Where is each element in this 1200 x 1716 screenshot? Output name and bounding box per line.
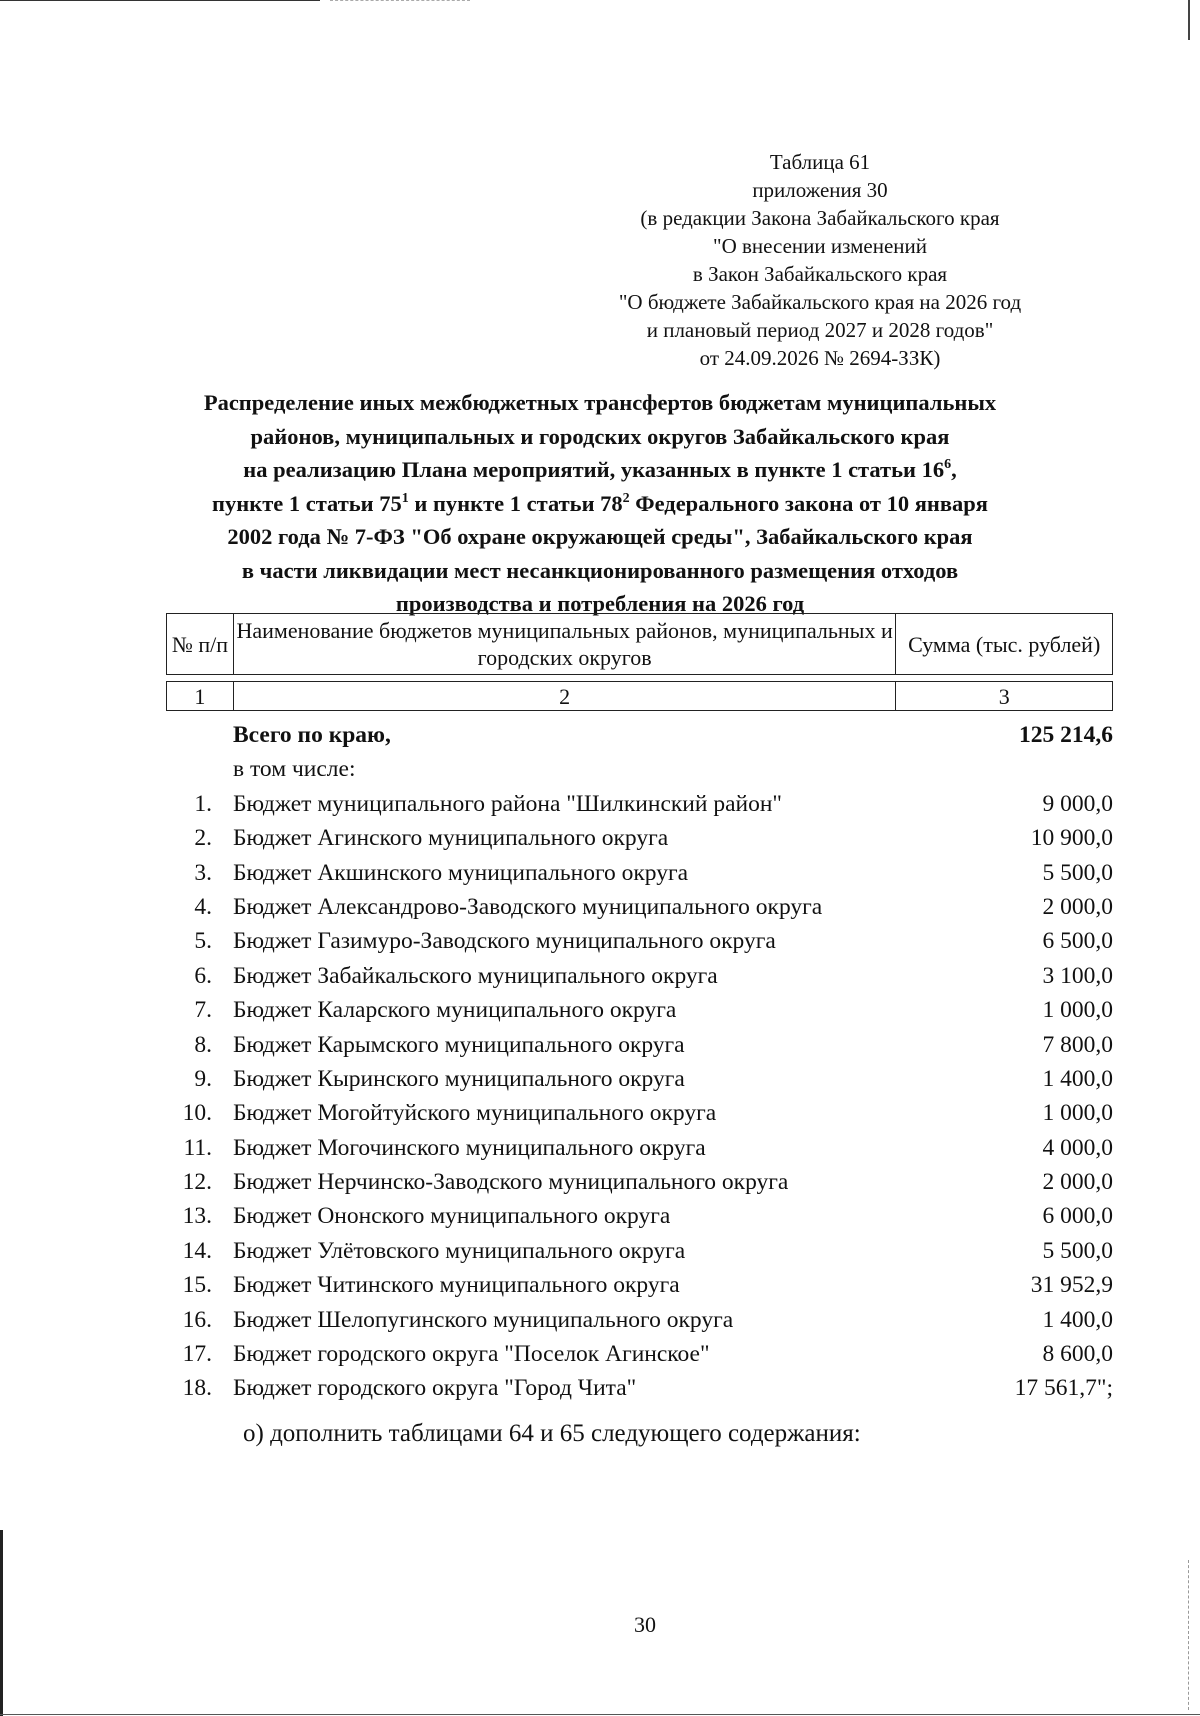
budget-name: Бюджет Ононского муниципального округа bbox=[233, 1203, 671, 1230]
budget-name: Бюджет Каларского муниципального округа bbox=[233, 997, 677, 1024]
header-line: приложения 30 bbox=[752, 178, 888, 202]
budget-name: Бюджет Шелопугинского муниципального округа bbox=[233, 1306, 734, 1333]
table-row bbox=[166, 1199, 1113, 1233]
title-text: на реализацию Плана мероприятий, указанных в пункте 1 статьи 16 bbox=[243, 457, 945, 482]
row-number: 10. bbox=[182, 1100, 212, 1127]
row-number: 14. bbox=[182, 1237, 212, 1264]
budget-name: Бюджет городского округа "Город Чита" bbox=[233, 1375, 637, 1402]
header-line: (в редакции Закона Забайкальского края bbox=[640, 206, 1000, 230]
row-number: 1. bbox=[194, 790, 212, 817]
column-header-amount: Сумма (тыс. рублей) bbox=[896, 614, 1113, 675]
budget-amount: 1 400,0 bbox=[1042, 1065, 1113, 1092]
column-number: 3 bbox=[896, 682, 1113, 711]
column-number-row bbox=[167, 682, 1113, 711]
title-superscript: 6 bbox=[944, 457, 952, 472]
column-number: 2 bbox=[233, 682, 896, 711]
title-superscript: 2 bbox=[622, 490, 630, 506]
header-line: "О внесении изменений bbox=[713, 234, 927, 258]
budget-amount: 6 500,0 bbox=[1042, 928, 1113, 955]
row-number: 15. bbox=[182, 1272, 212, 1299]
budget-amount: 5 500,0 bbox=[1042, 859, 1113, 886]
budget-amount: 2 000,0 bbox=[1042, 893, 1113, 920]
row-number: 7. bbox=[194, 997, 212, 1024]
budget-amount: 31 952,9 bbox=[1030, 1272, 1113, 1299]
row-number: 13. bbox=[182, 1203, 212, 1230]
budget-amount: 7 800,0 bbox=[1042, 1031, 1113, 1058]
table-row bbox=[166, 993, 1113, 1027]
budget-name: Бюджет Агинского муниципального округа bbox=[233, 825, 669, 852]
table-row bbox=[166, 890, 1113, 924]
budget-amount: 1 000,0 bbox=[1042, 997, 1113, 1024]
budget-amount: 1 400,0 bbox=[1042, 1306, 1113, 1333]
table-row bbox=[166, 1371, 1113, 1405]
row-number: 9. bbox=[194, 1065, 212, 1092]
appendix-reference-header bbox=[540, 148, 1100, 372]
budget-name: Бюджет Забайкальского муниципального округа bbox=[233, 962, 718, 989]
total-amount: 125 214,6 bbox=[1019, 722, 1113, 748]
table-row bbox=[166, 1165, 1113, 1199]
table-row bbox=[166, 1337, 1113, 1371]
including-label: в том числе: bbox=[233, 756, 356, 783]
row-number: 16. bbox=[182, 1306, 212, 1333]
table-row bbox=[166, 1234, 1113, 1268]
table-row bbox=[166, 1131, 1113, 1165]
title-line: в части ликвидации мест несанкционированного размещения отходов bbox=[241, 557, 959, 583]
budget-amount: 6 000,0 bbox=[1042, 1203, 1113, 1230]
title-superscript: 1 bbox=[401, 490, 409, 506]
title-line: Распределение иных межбюджетных трансфертов бюджетам муниципальных bbox=[203, 390, 997, 415]
title-text: Федерального закона от 10 января bbox=[629, 490, 988, 516]
title-line: районов, муниципальных и городских округов Забайкальского края bbox=[250, 423, 950, 449]
row-number: 11. bbox=[183, 1134, 212, 1161]
page-number: 30 bbox=[634, 1612, 656, 1637]
budget-name: Бюджет Улётовского муниципального округа bbox=[233, 1237, 686, 1264]
table-header bbox=[166, 613, 1113, 711]
table-row bbox=[166, 1096, 1113, 1130]
scan-edge-line bbox=[330, 0, 470, 1]
header-line: от 24.09.2026 № 2694-ЗЗК) bbox=[699, 346, 941, 370]
total-row bbox=[166, 718, 1113, 752]
table-row bbox=[166, 1028, 1113, 1062]
header-line: в Закон Забайкальского края bbox=[692, 262, 948, 286]
budget-name: Бюджет Могочинского муниципального округа bbox=[233, 1134, 706, 1161]
title-line: 2002 года № 7-ФЗ "Об охране окружающей среды", Забайкальского края bbox=[227, 524, 973, 549]
budget-name: Бюджет Газимуро-Заводского муниципального округа bbox=[233, 928, 776, 955]
budget-rows bbox=[166, 787, 1113, 1406]
budget-amount: 4 000,0 bbox=[1042, 1134, 1113, 1161]
budget-list bbox=[166, 718, 1113, 1406]
table-row bbox=[166, 821, 1113, 855]
budget-name: Бюджет Карымского муниципального округа bbox=[233, 1031, 685, 1058]
title-text: , bbox=[951, 457, 957, 482]
budget-name: Бюджет Читинского муниципального округа bbox=[233, 1272, 680, 1299]
table-row bbox=[166, 787, 1113, 821]
header-line: Таблица 61 bbox=[769, 150, 871, 174]
table-header-row bbox=[167, 614, 1113, 675]
budget-amount: 10 900,0 bbox=[1030, 825, 1113, 852]
budget-name: Бюджет Александрово-Заводского муниципального округа bbox=[233, 893, 823, 920]
table-row bbox=[166, 856, 1113, 890]
row-number: 8. bbox=[194, 1031, 212, 1058]
scan-edge-line bbox=[1188, 0, 1190, 40]
row-number: 6. bbox=[194, 962, 212, 989]
budget-amount: 17 561,7"; bbox=[1014, 1375, 1113, 1402]
row-number: 2. bbox=[194, 825, 212, 852]
row-number: 3. bbox=[194, 859, 212, 886]
budget-amount: 9 000,0 bbox=[1042, 790, 1113, 817]
row-number: 12. bbox=[182, 1169, 212, 1196]
budget-name: Бюджет Нерчинско-Заводского муниципального округа bbox=[233, 1169, 789, 1196]
budget-name: Бюджет Акшинского муниципального округа bbox=[233, 859, 689, 886]
title-line: производства и потребления на 2026 год bbox=[395, 591, 805, 616]
budget-name: Бюджет Кыринского муниципального округа bbox=[233, 1065, 685, 1092]
budget-name: Бюджет Могойтуйского муниципального округа bbox=[233, 1100, 717, 1127]
amendment-note: о) дополнить таблицами 64 и 65 следующего содержания: bbox=[243, 1420, 861, 1447]
title-line bbox=[150, 453, 1050, 487]
budget-name: Бюджет городского округа "Поселок Агинское" bbox=[233, 1341, 710, 1368]
row-number: 4. bbox=[194, 893, 212, 920]
budget-name: Бюджет муниципального района "Шилкинский район" bbox=[233, 790, 783, 817]
budget-amount: 2 000,0 bbox=[1042, 1169, 1113, 1196]
column-header-name: Наименование бюджетов муниципальных районов, муниципальных и городских округов bbox=[233, 614, 896, 675]
table-row bbox=[166, 1062, 1113, 1096]
table-row bbox=[166, 959, 1113, 993]
budget-amount: 5 500,0 bbox=[1042, 1237, 1113, 1264]
table-spacer bbox=[167, 675, 1113, 682]
budget-amount: 8 600,0 bbox=[1042, 1341, 1113, 1368]
table-row bbox=[166, 1268, 1113, 1302]
table-row bbox=[166, 924, 1113, 958]
table-row bbox=[166, 1303, 1113, 1337]
header-line: и плановый период 2027 и 2028 годов" bbox=[646, 318, 994, 342]
budget-amount: 3 100,0 bbox=[1042, 962, 1113, 989]
title-text: пункте 1 статьи 75 bbox=[212, 490, 402, 516]
budget-amount: 1 000,0 bbox=[1042, 1100, 1113, 1127]
title-line bbox=[150, 487, 1050, 521]
column-header-number: № п/п bbox=[167, 614, 234, 675]
scan-edge-line bbox=[0, 0, 320, 1]
document-title bbox=[150, 386, 1050, 621]
title-text: и пункте 1 статьи 78 bbox=[408, 490, 623, 516]
row-number: 5. bbox=[194, 928, 212, 955]
header-line: "О бюджете Забайкальского края на 2026 год bbox=[618, 290, 1022, 314]
column-number: 1 bbox=[167, 682, 234, 711]
total-label: Всего по краю, bbox=[233, 722, 391, 748]
row-number: 18. bbox=[182, 1375, 212, 1402]
subheading-row bbox=[166, 752, 1113, 786]
row-number: 17. bbox=[182, 1341, 212, 1368]
scan-edge-line bbox=[0, 1714, 1200, 1715]
